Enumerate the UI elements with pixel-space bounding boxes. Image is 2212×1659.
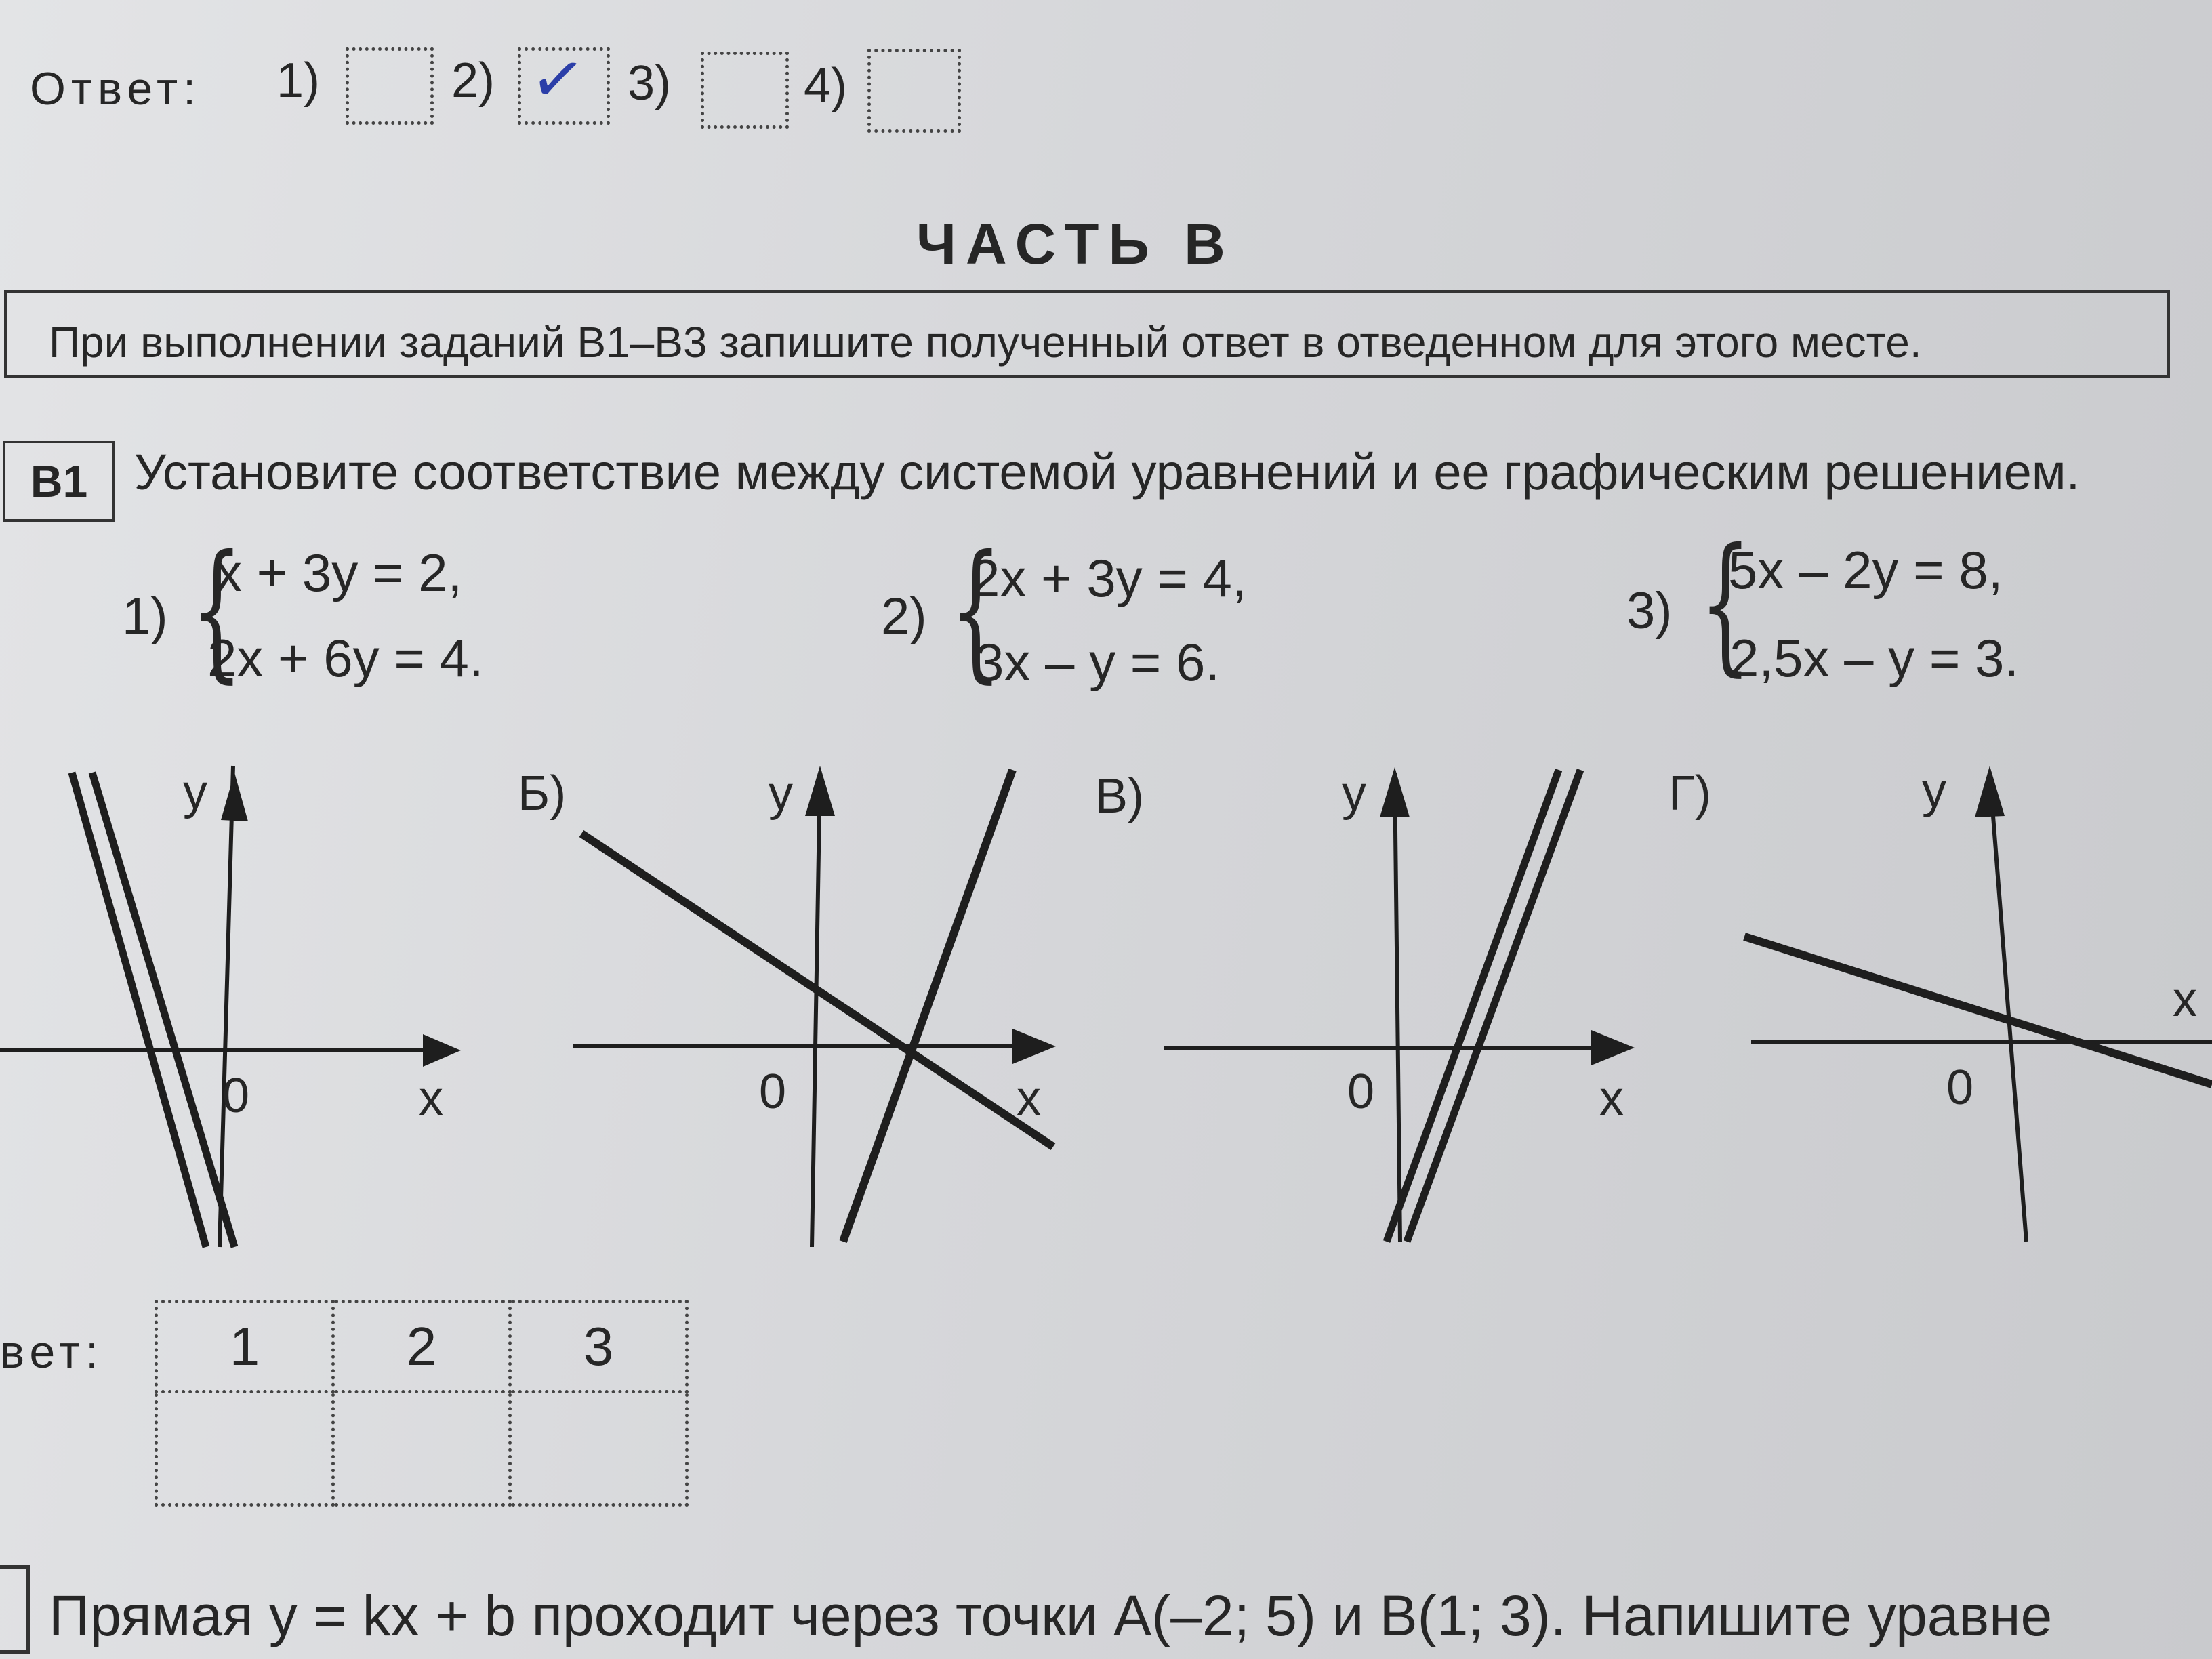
graph-b-x-arrow-icon — [1012, 1029, 1056, 1064]
graph-v — [1164, 767, 1635, 1242]
graph-v-line-1 — [1387, 770, 1559, 1242]
graph-b-origin-label: 0 — [759, 1065, 787, 1119]
answer-header-3: 3 — [510, 1302, 687, 1392]
option-1-checkbox[interactable] — [346, 47, 434, 125]
graph-b-y-arrow-icon — [805, 766, 835, 816]
system-2-number: 2) — [881, 588, 927, 645]
answer-table — [155, 1300, 689, 1507]
answer-header-2: 2 — [333, 1302, 510, 1392]
graph-a-line-1 — [72, 773, 206, 1247]
answer-cell-2[interactable] — [333, 1392, 510, 1505]
graph-g-x-label: x — [2173, 972, 2197, 1027]
graph-v-y-axis — [1395, 773, 1400, 1242]
graph-g-line — [1744, 937, 2212, 1084]
graph-g-y-axis — [1990, 773, 2026, 1242]
graph-v-label: В) — [1095, 769, 1144, 823]
graph-g — [1744, 766, 2212, 1242]
system-1-equation-2: 2x + 6y = 4. — [207, 628, 484, 688]
answer-cell-3[interactable] — [510, 1392, 687, 1505]
answer-table-label: вет: — [0, 1326, 104, 1378]
next-task-text: Прямая y = kx + b проходит через точки A(–2; 5) и B(1; 3). Напишите уравне — [49, 1584, 2053, 1647]
graph-v-origin-label: 0 — [1347, 1065, 1375, 1119]
graph-v-y-label: y — [1342, 766, 1366, 821]
system-2-equation-2: 3x – y = 6. — [975, 632, 1221, 692]
instruction-box — [4, 290, 2170, 378]
graph-v-x-label: x — [1599, 1071, 1624, 1126]
graph-b-line-increasing — [843, 770, 1012, 1242]
graph-a-x-arrow-icon — [423, 1034, 461, 1067]
option-1-label: 1) — [276, 54, 321, 108]
graph-a-y-axis — [220, 766, 233, 1247]
task-number-badge: В1 — [3, 441, 115, 522]
graph-b-y-label: y — [769, 766, 793, 821]
graph-a-y-label: y — [183, 765, 207, 819]
task-text: Установите соответствие между системой уравнений и ее графическим решением. — [134, 444, 2081, 500]
graph-a-origin-label: 0 — [222, 1069, 250, 1123]
system-1-brace: { — [190, 523, 243, 697]
graph-a-x-label: x — [419, 1071, 443, 1126]
graph-g-y-label: y — [1922, 764, 1946, 818]
answer-header-1: 1 — [157, 1302, 333, 1392]
system-2-brace: { — [949, 523, 1002, 697]
graph-a — [0, 766, 461, 1247]
option-4-checkbox[interactable] — [867, 49, 961, 133]
option-3-checkbox[interactable] — [701, 52, 789, 129]
graph-a-line-2 — [92, 773, 234, 1247]
system-1-number: 1) — [122, 588, 168, 645]
option-4-label: 4) — [804, 59, 848, 113]
system-3-equation-2: 2,5x – y = 3. — [1729, 628, 2020, 688]
graph-b-label: Б) — [518, 766, 567, 821]
system-3-number: 3) — [1626, 582, 1673, 640]
system-2-equation-1: 2x + 3y = 4, — [970, 548, 1247, 608]
answer-cell-1[interactable] — [157, 1392, 333, 1505]
option-3-label: 3) — [628, 56, 672, 110]
graph-g-origin-label: 0 — [1946, 1061, 1974, 1115]
graph-v-x-arrow-icon — [1591, 1030, 1635, 1065]
graph-g-label: Г) — [1668, 766, 1711, 821]
part-title: ЧАСТЬ В — [916, 212, 1235, 276]
graph-b — [573, 766, 1056, 1247]
option-2-label: 2) — [451, 54, 495, 108]
system-3-equation-1: 5x – 2y = 8, — [1728, 540, 2003, 600]
system-3-brace: { — [1699, 516, 1752, 690]
graph-b-y-axis — [812, 773, 820, 1247]
option-2-checkbox[interactable] — [518, 39, 610, 125]
system-1-equation-1: x + 3y = 2, — [216, 543, 463, 602]
graph-a-y-arrow-icon — [221, 773, 248, 821]
answer-label: Ответ: — [30, 63, 201, 115]
check-mark-icon: ✓ — [525, 39, 590, 120]
graph-v-line-2 — [1407, 770, 1580, 1242]
instruction-text: При выполнении заданий В1–В3 запишите полученный ответ в отведенном для этого месте. — [49, 318, 1922, 367]
graph-b-x-label: x — [1017, 1071, 1041, 1126]
graph-v-y-arrow-icon — [1380, 767, 1410, 817]
next-task-badge — [0, 1565, 30, 1654]
graph-g-y-arrow-icon — [1975, 766, 2005, 817]
